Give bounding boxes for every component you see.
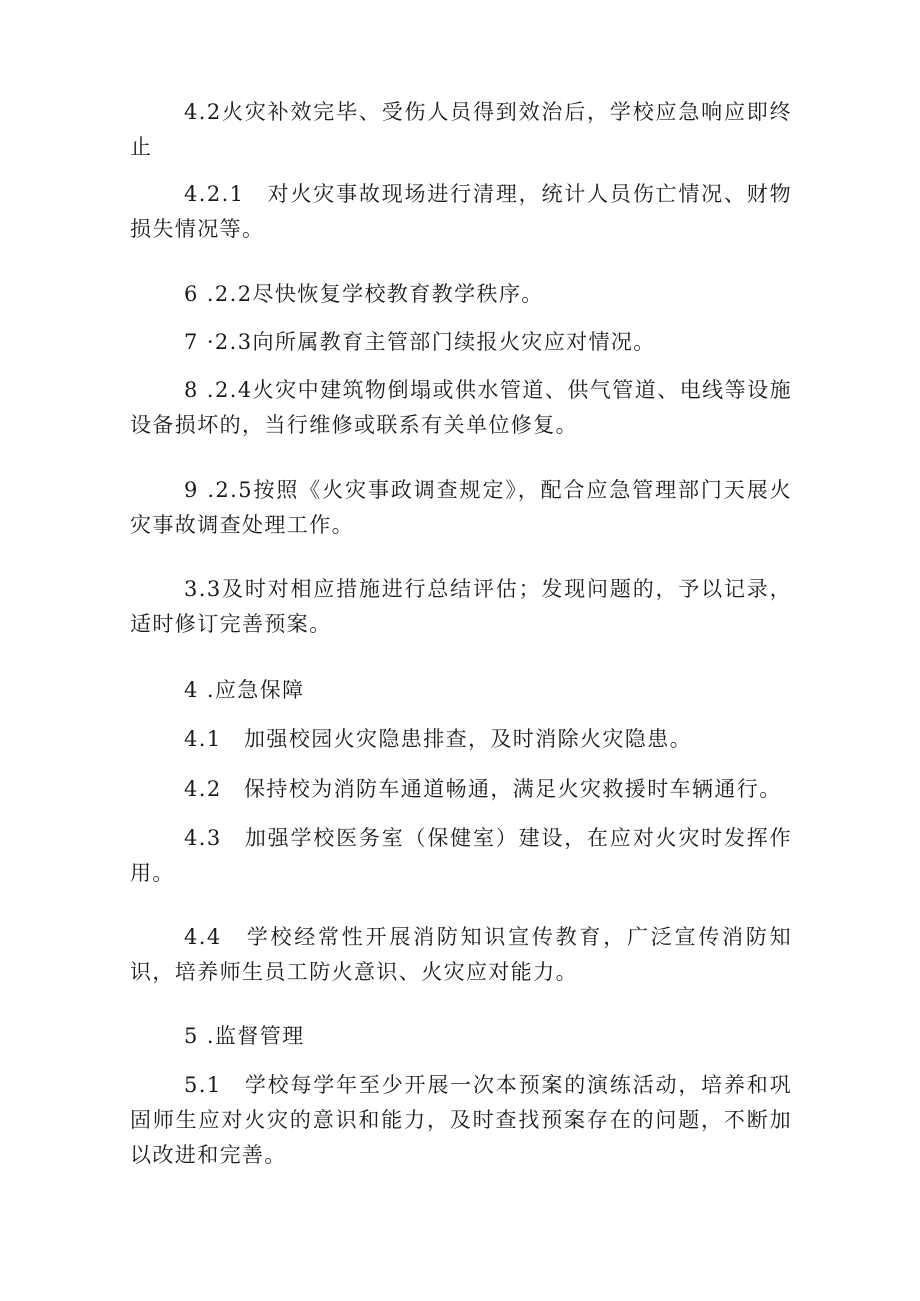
paragraph-6-2-2: 6 .2.2尽快恢复学校教育教学秩序。 [184, 282, 544, 306]
section-heading-4: 4 .应急保障 [184, 678, 305, 702]
paragraph-4-1: 4.1 加强校园火灾隐患排查，及时消除火灾隐患。 [184, 727, 692, 751]
section-heading-5: 5 .监督管理 [184, 1024, 305, 1048]
paragraph-4-4: 4.4 学校经常性开展消防知识宣传教育，广泛宣传消防知识，培养师生员工防火意识、火灾应对能力。 [130, 925, 792, 984]
paragraph-4-3: 4.3 加强学校医务室（保健室）建设，在应对火灾时发挥作用。 [130, 826, 792, 885]
paragraph-8-2-4: 8 .2.4火灾中建筑物倒塌或供水管道、供气管道、电线等设施设备损坏的，当行维修或联系有关单位修复。 [130, 378, 792, 437]
paragraph-4-2-1: 4.2.1 对火灾事故现场进行清理，统计人员伤亡情况、财物损失情况等。 [130, 182, 792, 241]
paragraph-4-2-access: 4.2 保持校为消防车通道畅通，满足火灾救援时车辆通行。 [184, 777, 782, 801]
paragraph-4-2: 4.2火灾补效完毕、受伤人员得到效治后，学校应急响应即终止 [130, 100, 792, 159]
paragraph-5-1: 5.1 学校每学年至少开展一次本预案的演练活动，培养和巩固师生应对火灾的意识和能力，及时查找预案存在的问题，不断加以改进和完善。 [130, 1073, 792, 1167]
paragraph-3-3: 3.3及时对相应措施进行总结评估；发现问题的，予以记录，适时修订完善预案。 [130, 577, 792, 636]
paragraph-7-2-3: 7 ·2.3向所属教育主管部门续报火灾应对情况。 [184, 330, 656, 354]
paragraph-9-2-5: 9 .2.5按照《火灾事政调查规定》，配合应急管理部门天展火灾事故调查处理工作。 [130, 478, 792, 537]
